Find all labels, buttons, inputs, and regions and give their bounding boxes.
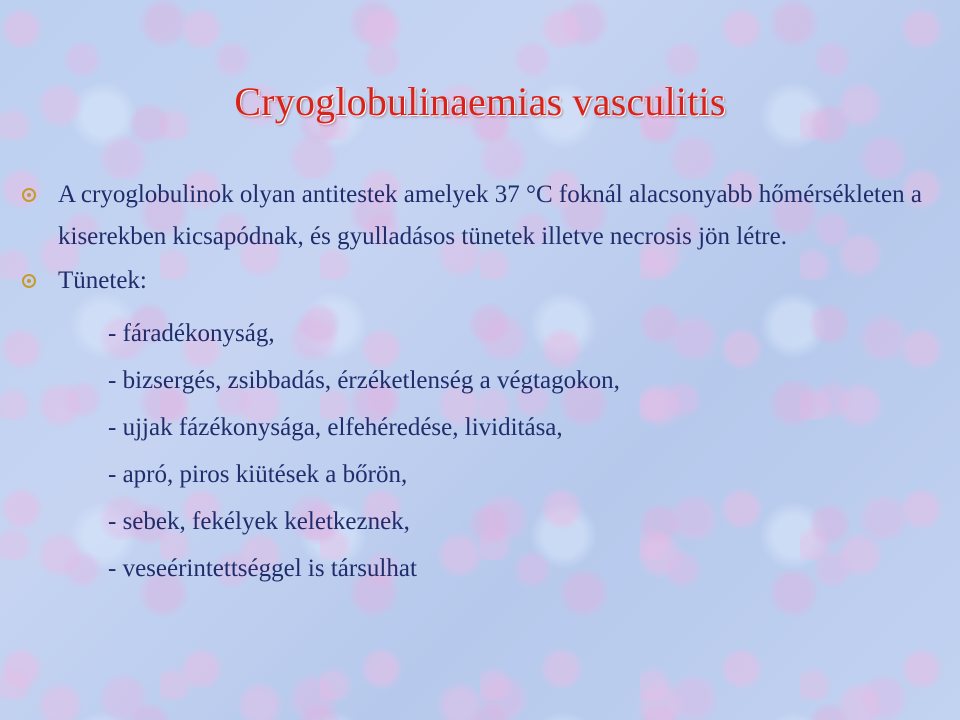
slide-title: Cryoglobulinaemias vasculitis [234, 79, 726, 124]
ring-bullet-icon [22, 188, 36, 202]
symptom-item: - bizsergés, zsibbadás, érzéketlenség a végtagokon, [108, 367, 620, 394]
symptom-list [20, 310, 950, 592]
ring-bullet-icon [22, 274, 36, 288]
symptom-item: - veseérintettséggel is társulhat [108, 555, 417, 582]
bullet-symptoms-heading [20, 260, 950, 302]
symptom-item: - sebek, fekélyek keletkeznek, [108, 508, 410, 535]
symptom-item: - apró, piros kiütések a bőrön, [108, 461, 408, 488]
symptom-item: - ujjak fázékonysága, elfehéredése, lividitása, [108, 414, 563, 441]
bullet-definition-text: A cryoglobulinok olyan antitestek amelyek 37 °C foknál alacsonyabb hőmérsékleten a kiserekben kicsapódnak, és gyulladásos tünetek illetve necrosis jön létre. [58, 181, 922, 250]
symptom-item: - fáradékonyság, [108, 320, 275, 347]
slide-content [20, 174, 950, 592]
symptoms-heading-text: Tünetek: [58, 267, 147, 294]
bullet-definition [20, 174, 950, 258]
